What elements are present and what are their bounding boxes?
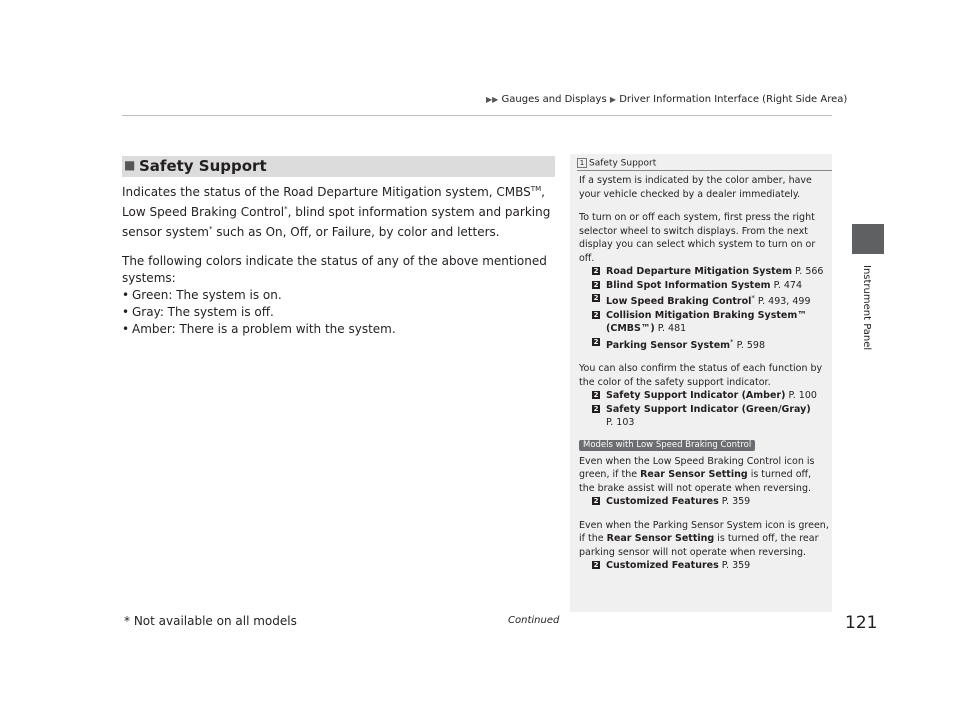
chapter-label-text: Instrument Panel: [861, 265, 872, 351]
reference-list: [579, 559, 829, 573]
intro-paragraph: Indicates the status of the Road Departure Mitigation system, CMBS™, Low Speed Braking Control*, blind spot information system and parking sensor system* such as On, Off, or Failure, by color and letters.: [122, 185, 551, 239]
arrow-ref-icon: 2: [593, 267, 599, 275]
list-item: • Amber: There is a problem with the system.: [122, 322, 396, 336]
colors-paragraph: The following colors indicate the status of any of the above mentioned systems:: [122, 254, 547, 285]
section-heading-bar: [122, 156, 555, 177]
reference-list: [579, 389, 829, 430]
arrow-ref-icon: 2: [593, 280, 599, 289]
chapter-tab[interactable]: [852, 224, 884, 254]
arrow-ref-icon: 2: [593, 391, 599, 400]
model-badge: Models with Low Speed Braking Control: [579, 440, 755, 451]
reference-list: [579, 495, 829, 509]
square-bullet-icon: ■: [124, 158, 136, 172]
reference-link-rdm[interactable]: 2 Road Departure Mitigation System P. 566: [593, 266, 824, 277]
reference-list: [579, 265, 829, 352]
triangle-right-icon: ▶▶: [486, 95, 499, 104]
note-panel-content: [579, 174, 829, 573]
breadcrumb-item-driver-info[interactable]: Driver Information Interface (Right Side Area): [619, 94, 848, 105]
header-divider: [122, 115, 832, 116]
reference-link-indicator-amber[interactable]: 2 Safety Support Indicator (Amber) P. 100: [593, 390, 817, 402]
reference-link-bsi[interactable]: 2 Blind Spot Information System P. 474: [593, 279, 803, 291]
note-paragraph: Even when the Low Speed Braking Control icon is green, if the Rear Sensor Setting is turned off, the brake assist will not operate when reversing.: [579, 455, 815, 494]
reference-link-lsbc[interactable]: 2 Low Speed Braking Control* P. 493, 499: [593, 294, 811, 308]
continued-label: Continued: [508, 615, 560, 626]
reference-link-indicator-green[interactable]: 2 Safety Support Indicator (Green/Gray) P. 103: [593, 403, 811, 429]
note-panel-divider: [577, 170, 832, 171]
section-heading: Safety Support: [139, 157, 267, 175]
arrow-ref-icon: 2: [593, 497, 599, 506]
note-paragraph: To turn on or off each system, first press the right selector wheel to switch displays. From the next display you can select which system to turn on or off.: [579, 212, 816, 264]
reference-link-cmbs[interactable]: 2 Collision Mitigation Braking System™ (CMBS™) P. 481: [593, 309, 807, 335]
arrow-ref-icon: 2: [593, 310, 599, 319]
note-panel-title: 1 Safety Support: [577, 158, 656, 169]
arrow-ref-icon: 2: [593, 404, 599, 413]
note-paragraph: If a system is indicated by the color amber, have your vehicle checked by a dealer immediately.: [579, 175, 812, 200]
arrow-ref-icon: 2: [593, 294, 599, 302]
note-paragraph: Even when the Parking Sensor System icon is green, if the Rear Sensor Setting is turned off, the rear parking sensor will not operate when reversing.: [579, 519, 829, 558]
arrow-ref-icon: 2: [593, 561, 599, 570]
list-item: • Green: The system is on.: [122, 288, 282, 302]
reference-link-customized[interactable]: 2 Customized Features P. 359: [593, 560, 751, 572]
breadcrumb-item-gauges[interactable]: Gauges and Displays: [501, 94, 607, 105]
status-color-list: [122, 287, 562, 338]
section-body: [122, 181, 562, 338]
breadcrumb: [486, 94, 847, 105]
note-paragraph: You can also confirm the status of each function by the color of the safety support indicator.: [579, 363, 823, 388]
triangle-right-icon: ▶: [609, 95, 617, 104]
reference-link-parking[interactable]: 2 Parking Sensor System* P. 598: [593, 337, 765, 351]
footnote: * Not available on all models: [124, 614, 297, 628]
list-item: • Gray: The system is off.: [122, 305, 274, 319]
page-number: 121: [845, 613, 878, 633]
note-icon: 1: [577, 158, 587, 168]
chapter-label: [858, 265, 874, 375]
reference-link-customized[interactable]: 2 Customized Features P. 359: [593, 496, 751, 508]
arrow-ref-icon: 2: [593, 337, 599, 346]
